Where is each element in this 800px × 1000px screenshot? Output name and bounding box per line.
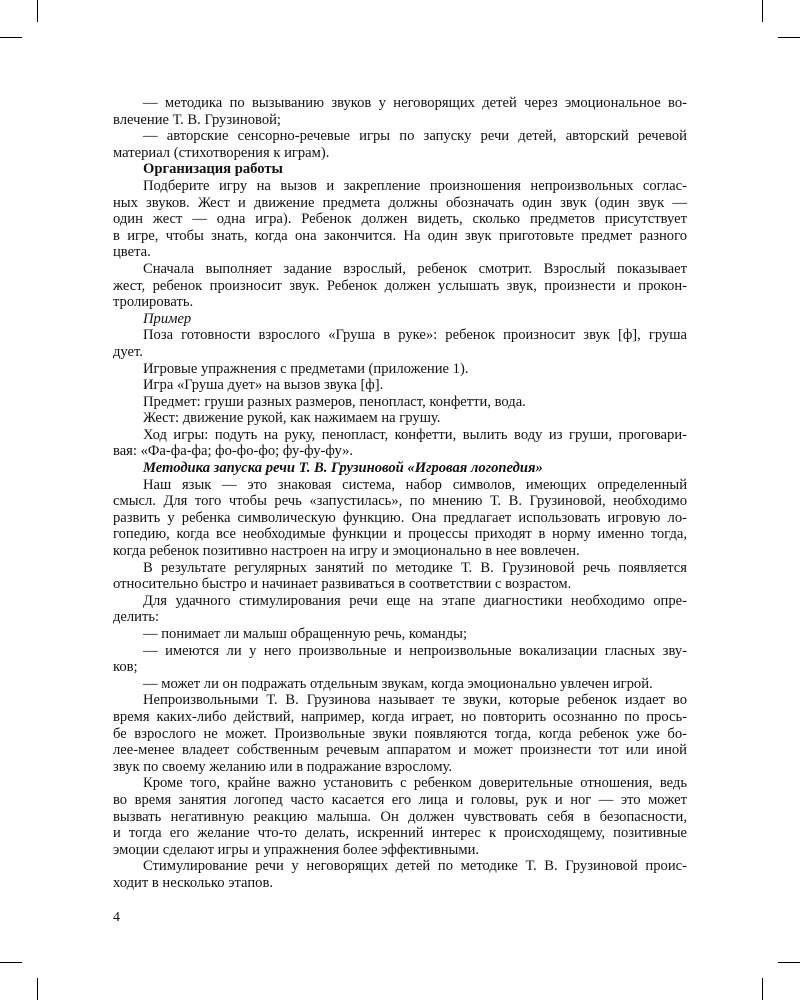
text-line: Подберите игру на вызов и закрепление произношения непроизвольных соглас- (143, 177, 687, 194)
section-heading: Методика запуска речи Т. В. Грузиновой «Игровая логопедия» (143, 460, 543, 477)
text-line: — авторские сенсорно-речевые игры по запуску речи детей, авторский речевой (143, 128, 687, 145)
text-line: развить у ребенка символическую функцию. Она предлагает использовать игровую ло- (113, 509, 687, 526)
text-line: ных звуков. Жест и движение предмета должны обозначать один звук (один звук — (113, 194, 687, 211)
text-line: звук по своему желанию или в подражание взрослому. (113, 758, 453, 775)
text-line: ходит в несколько этапов. (113, 874, 273, 891)
text-line: лее-менее владеет собственным речевым аппаратом и может произнести тот или иной (113, 742, 687, 759)
text-line: Наш язык — это знаковая система, набор символов, имеющих определенный (143, 476, 687, 493)
text-line: Непроизвольными Т. В. Грузинова называет те звуки, которые ребенок издает во (143, 692, 687, 709)
text-line: Поза готовности взрослого «Груша в руке»: ребенок произносит звук [ф], груша (143, 327, 687, 344)
text-line: Предмет: груши разных размеров, пенопласт, конфетти, вода. (143, 393, 526, 410)
text-line: дует. (113, 343, 143, 360)
crop-mark (778, 37, 800, 38)
text-line: — методика по вызыванию звуков у неговорящих детей через эмоциональное во- (143, 95, 687, 111)
text-line: Сначала выполняет задание взрослый, ребенок смотрит. Взрослый показывает (143, 260, 687, 277)
crop-mark (762, 0, 763, 22)
text-line: В результате регулярных занятий по методике Т. В. Грузиновой речь появляется (143, 559, 687, 576)
text-line: влечение Т. В. Грузиновой; (113, 111, 281, 128)
text-line: вызвать негативную реакцию малыша. Он должен чувствовать себя в безопасности, (113, 808, 687, 825)
text-line: смысл. Для того чтобы речь «запустилась», по мнению Т. В. Грузиновой, необходимо (113, 493, 687, 510)
body-text (113, 95, 687, 892)
crop-mark (762, 978, 763, 1000)
text-line: Стимулирование речи у неговорящих детей по методике Т. В. Грузиновой проис- (143, 858, 687, 875)
text-line: вая: «Фа-фа-фа; фо-фо-фо; фу-фу-фу». (113, 443, 354, 460)
crop-mark (37, 978, 38, 1000)
text-line: эмоции сделают игры и упражнения более эффективными. (113, 841, 480, 858)
text-line: — понимает ли малыш обращенную речь, команды; (143, 626, 467, 642)
text-line: — может ли он подражать отдельным звукам, когда эмоционально увлечен игрой. (143, 675, 653, 692)
text-line: материал (стихотворения к играм). (113, 144, 330, 161)
text-line: Игра «Груша дует» на вызов звука [ф]. (143, 377, 384, 394)
text-line: жест, ребенок произносит звук. Ребенок должен услышать звук, произнести и прокон- (113, 277, 687, 294)
text-line: и тогда его желание что-то делать, искренний интерес к происходящему, позитивные (113, 825, 687, 842)
crop-mark (0, 962, 22, 963)
text-line: Ход игры: подуть на руку, пенопласт, конфетти, вылить воду из груши, проговари- (143, 426, 687, 443)
text-line: ков; (113, 659, 138, 676)
example-label: Пример (143, 310, 192, 327)
text-line: гопедию, когда все необходимые функции и процессы приходят в норму именно тогда, (113, 526, 687, 543)
text-line: когда ребенок позитивно настроен на игру и эмоционально в нее вовлечен. (113, 543, 580, 560)
page-number: 4 (113, 910, 120, 925)
text-line: один жест — одна игра). Ребенок должен видеть, сколько предметов присутствует (113, 211, 687, 228)
text-line: в игре, чтобы знать, когда она закончится. На один звук приготовьте предмет разного (113, 227, 687, 244)
crop-mark (778, 962, 800, 963)
crop-mark (37, 0, 38, 22)
text-line: во время занятия логопед часто касается его лица и головы, рук и ног — это может (113, 791, 687, 808)
text-line: тролировать. (113, 294, 194, 311)
text-line: цвета. (113, 244, 151, 261)
text-line: — имеются ли у него произвольные и непроизвольные вокализации гласных зву- (143, 642, 687, 659)
text-line: время каких-либо действий, например, когда играет, но повторить осознанно по прось- (113, 708, 687, 725)
text-line: относительно быстро и начинает развиваться в соответствии с возрастом. (113, 576, 572, 593)
text-line: Кроме того, крайне важно установить с ребенком доверительные отношения, ведь (143, 775, 687, 792)
text-line: Жест: движение рукой, как нажимаем на грушу. (143, 410, 441, 427)
text-line: бе взрослого не может. Произвольные звуки появляются тогда, когда ребенок уже бо- (113, 725, 687, 742)
text-line: Для удачного стимулирования речи еще на этапе диагностики необходимо опре- (143, 592, 687, 609)
section-heading: Организация работы (143, 161, 283, 178)
crop-mark (0, 37, 22, 38)
text-line: делить: (113, 609, 160, 626)
text-line: Игровые упражнения с предметами (приложение 1). (143, 360, 469, 377)
